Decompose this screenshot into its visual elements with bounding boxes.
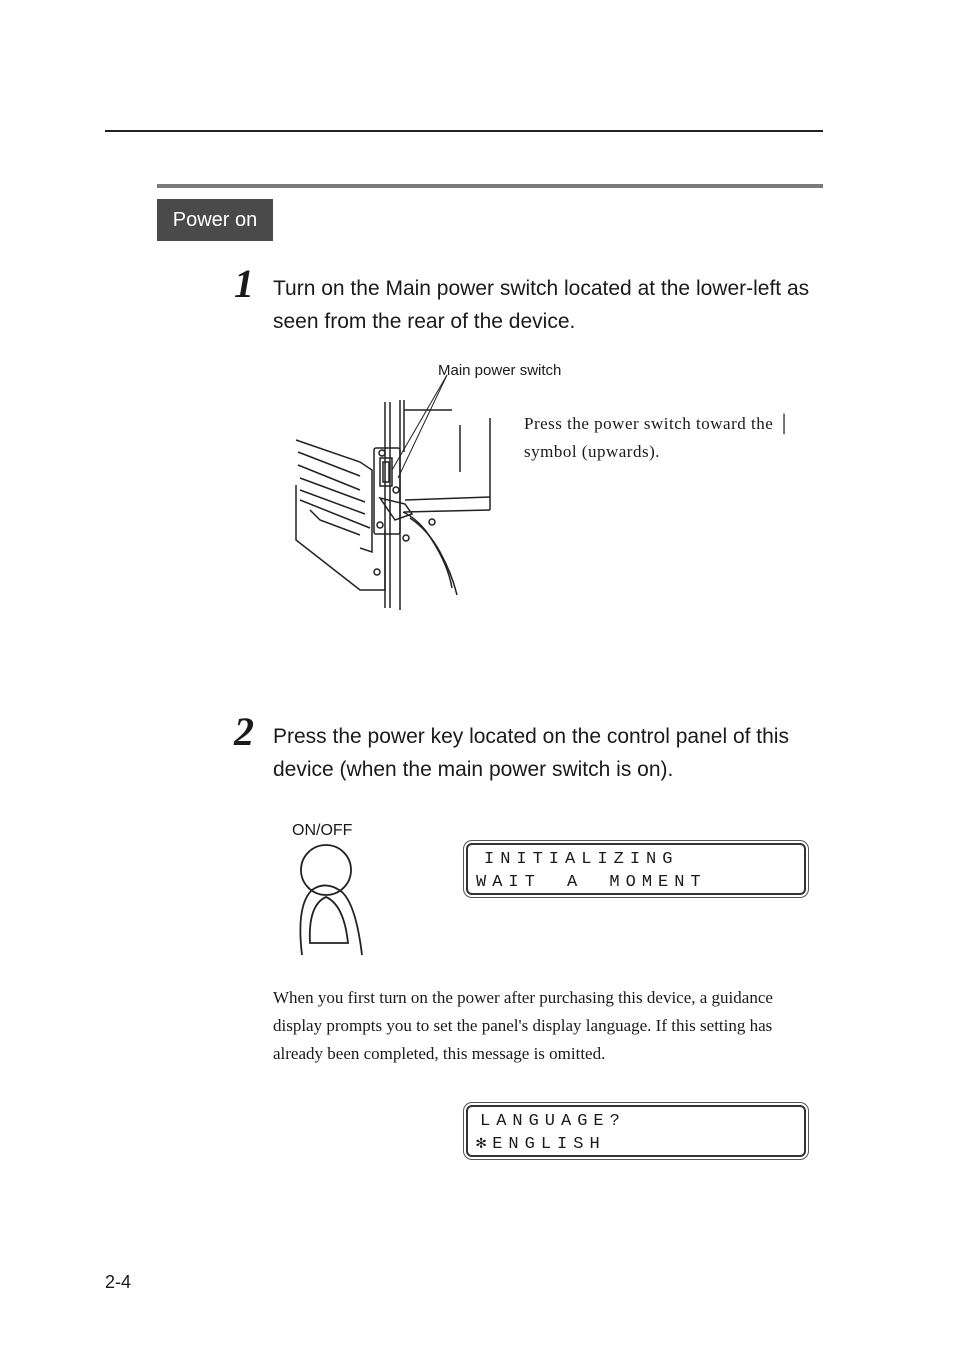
section-title: Power on (157, 199, 273, 241)
lcd-line-1: LANGUAGE? (480, 1112, 626, 1131)
page-number: 2-4 (105, 1272, 132, 1292)
main-power-switch-callout: Main power switch (438, 362, 562, 379)
language-guidance-paragraph: When you first turn on the power after purchasing this device, a guidance display prompts you to set the panel's display language. If this setting has already been completed, this message is omitted. (273, 988, 773, 1063)
lcd-line-2: ✻ENGLISH (476, 1135, 606, 1154)
lcd-line-2: WAIT A MOMENT (476, 873, 707, 892)
power-switch-note: Press the power switch toward the │ symbol (upwards). (524, 414, 791, 461)
step-2-text: Press the power key located on the control panel of this device (when the main power switch is on). (273, 725, 789, 781)
lcd-line-1: INITIALIZING (484, 850, 679, 869)
step-number-2: 2 (234, 709, 254, 754)
step-number-1: 1 (234, 261, 254, 306)
on-off-key-label: ON/OFF (292, 822, 353, 839)
lcd-language (466, 1105, 806, 1157)
lcd-initializing (466, 843, 806, 895)
step-1-text: Turn on the Main power switch located at the lower-left as seen from the rear of the device. (273, 277, 810, 333)
